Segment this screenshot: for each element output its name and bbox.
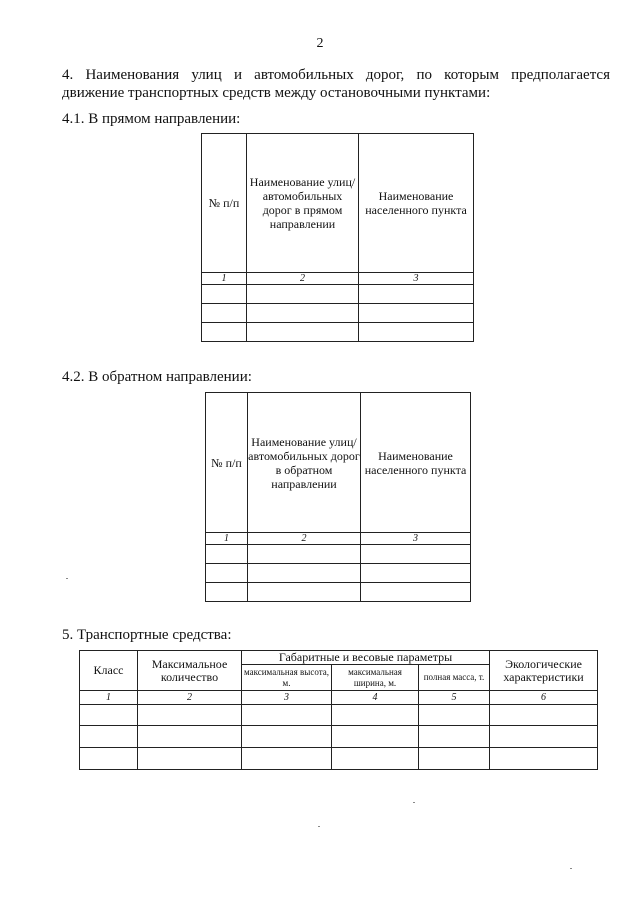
table-row [80, 705, 598, 726]
col-street-header: Наименование улиц/ автомобильных дорог в прямом направлении [247, 134, 359, 273]
table-row [202, 323, 474, 342]
table-cell[interactable] [206, 545, 248, 564]
page-number: 2 [316, 36, 324, 51]
table-row [80, 748, 598, 770]
col-index: 3 [359, 273, 474, 285]
table-cell[interactable] [206, 583, 248, 602]
col-index: 2 [247, 273, 359, 285]
section-42-heading: 4.2. В обратном направлении: [62, 369, 252, 385]
table-cell[interactable] [247, 323, 359, 342]
table-cell[interactable] [359, 304, 474, 323]
table-cell[interactable] [206, 564, 248, 583]
table-cell[interactable] [332, 726, 419, 748]
table-cell[interactable] [490, 748, 598, 770]
vehicles-table [79, 650, 598, 770]
section-41-heading: 4.1. В прямом направлении: [62, 111, 241, 127]
col-max-width-header: максимальная ширина, м. [332, 665, 419, 691]
col-index: 5 [419, 691, 490, 705]
col-total-mass-header: полная масса, т. [419, 665, 490, 691]
col-index: 1 [202, 273, 247, 285]
col-dimensions-group-header: Габаритные и весовые параметры [242, 651, 490, 665]
table-cell[interactable] [247, 304, 359, 323]
table-cell[interactable] [248, 564, 361, 583]
table-row [80, 726, 598, 748]
scan-speck [413, 802, 415, 803]
table-cell[interactable] [80, 705, 138, 726]
table-cell[interactable] [361, 545, 471, 564]
table-cell[interactable] [202, 304, 247, 323]
table-cell[interactable] [138, 748, 242, 770]
scan-speck [570, 868, 572, 869]
col-settlement-header: Наименование населенного пункта [359, 134, 474, 273]
table-cell[interactable] [80, 748, 138, 770]
table-cell[interactable] [359, 285, 474, 304]
table-cell[interactable] [247, 285, 359, 304]
table-row [206, 583, 471, 602]
col-index: 2 [248, 533, 361, 545]
table-cell[interactable] [242, 748, 332, 770]
table-cell[interactable] [332, 705, 419, 726]
table-cell[interactable] [419, 748, 490, 770]
col-index: 3 [242, 691, 332, 705]
table-row [206, 545, 471, 564]
table-cell[interactable] [332, 748, 419, 770]
table-cell[interactable] [202, 285, 247, 304]
table-cell[interactable] [138, 705, 242, 726]
table-cell[interactable] [361, 564, 471, 583]
table-cell[interactable] [242, 726, 332, 748]
col-number-header: № п/п [206, 393, 248, 533]
col-street-header: Наименование улиц/ автомобильных дорог в обратном направлении [248, 393, 361, 533]
table-cell[interactable] [80, 726, 138, 748]
table-cell[interactable] [202, 323, 247, 342]
col-settlement-header: Наименование населенного пункта [361, 393, 471, 533]
forward-direction-table [201, 133, 474, 342]
col-class-header: Класс [80, 651, 138, 691]
table-cell[interactable] [138, 726, 242, 748]
section-5-heading: 5. Транспортные средства: [62, 627, 232, 643]
table-cell[interactable] [419, 726, 490, 748]
table-cell[interactable] [242, 705, 332, 726]
col-eco-header: Экологические характеристики [490, 651, 598, 691]
col-number-header: № п/п [202, 134, 247, 273]
col-index: 1 [206, 533, 248, 545]
section-4-paragraph [62, 66, 610, 102]
col-index: 1 [80, 691, 138, 705]
table-cell[interactable] [361, 583, 471, 602]
section-4-line-1: 4. Наименования улиц и автомобильных дорог, по которым предполагается [62, 67, 610, 83]
scan-speck [318, 826, 320, 827]
reverse-direction-table [205, 392, 471, 602]
scan-speck [66, 578, 68, 579]
table-row [202, 304, 474, 323]
section-4-line-2: движение транспортных средств между остановочными пунктами: [62, 85, 491, 101]
col-max-quantity-header: Максимальное количество [138, 651, 242, 691]
col-index: 2 [138, 691, 242, 705]
table-cell[interactable] [419, 705, 490, 726]
table-cell[interactable] [490, 726, 598, 748]
table-cell[interactable] [248, 545, 361, 564]
col-max-height-header: максимальная высота, м. [242, 665, 332, 691]
table-row [202, 285, 474, 304]
table-cell[interactable] [359, 323, 474, 342]
col-index: 4 [332, 691, 419, 705]
table-cell[interactable] [490, 705, 598, 726]
col-index: 6 [490, 691, 598, 705]
table-cell[interactable] [248, 583, 361, 602]
col-index: 3 [361, 533, 471, 545]
table-row [206, 564, 471, 583]
